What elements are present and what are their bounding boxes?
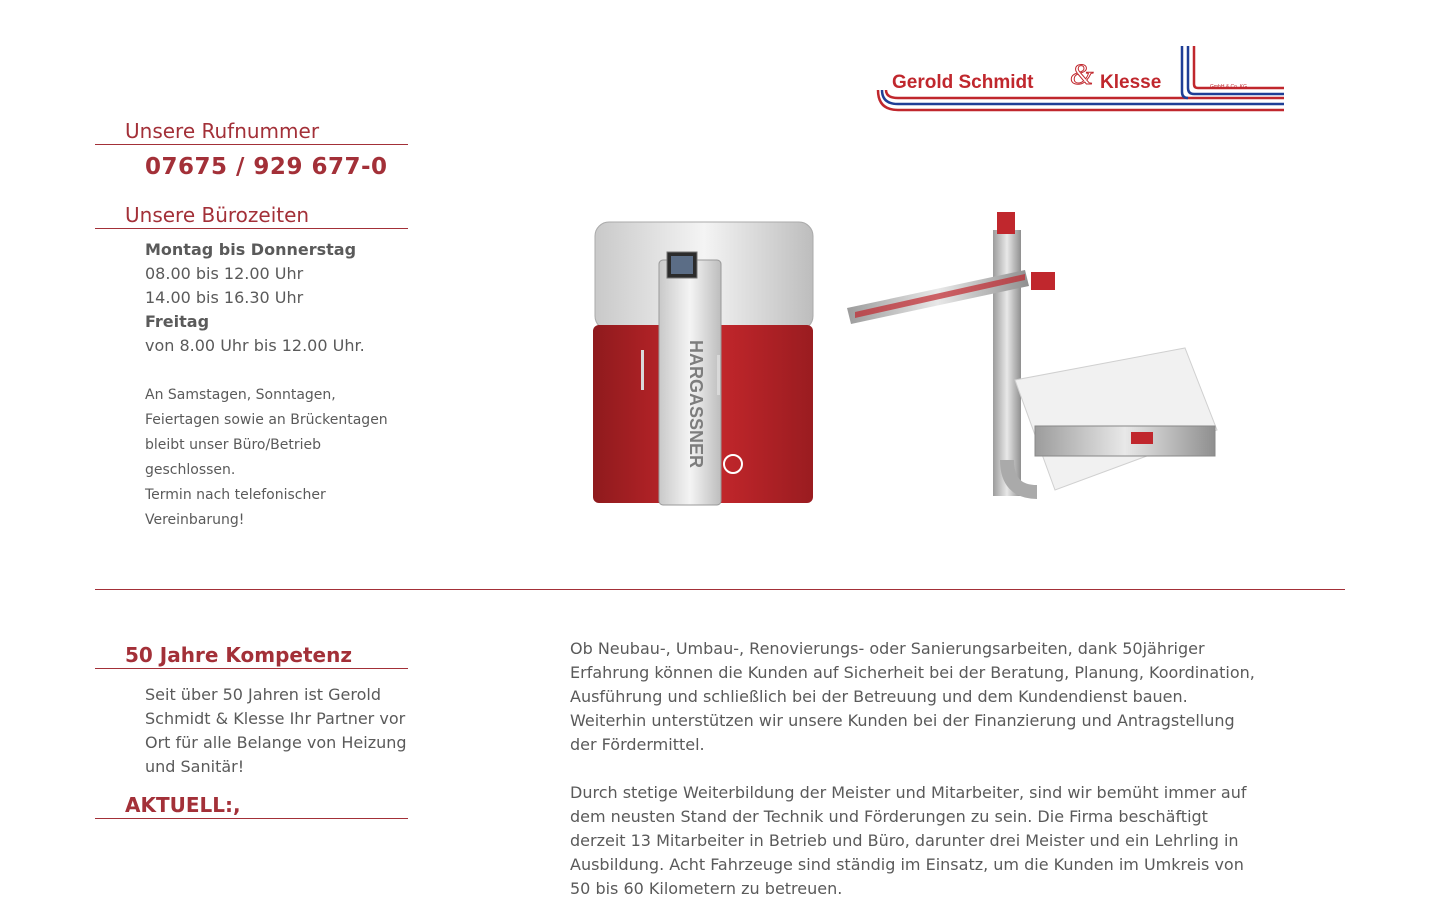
boiler-unit (593, 222, 813, 505)
company-logo[interactable] (872, 40, 1288, 116)
competence-heading: 50 Jahre Kompetenz (95, 642, 408, 669)
friday-label: Freitag (145, 312, 210, 331)
logo-name-left: Gerold Schmidt (892, 72, 1034, 93)
logo-name-right: Klesse (1100, 72, 1162, 93)
pellet-conveyor (847, 212, 1217, 496)
logo-ampersand: & (1070, 58, 1094, 91)
closed-note-line: geschlossen. (145, 462, 236, 478)
weekdays-label: Montag bis Donnerstag (145, 240, 357, 259)
pellet-boiler-illustration (585, 200, 1225, 510)
closed-note-line: Vereinbarung! (145, 512, 245, 528)
logo-legal: GmbH & Co. KG (1210, 84, 1247, 90)
competence-text: Seit über 50 Jahren ist Gerold Schmidt & Klesse Ihr Partner vor Ort für alle Belange von Heizung und Sanitär! (145, 685, 407, 776)
section-divider (95, 589, 1345, 590)
weekdays-afternoon: 14.00 bis 16.30 Uhr (145, 288, 304, 307)
product-image (585, 200, 1225, 510)
weekdays-morning: 08.00 bis 12.00 Uhr (145, 264, 304, 283)
closed-note-line: An Samstagen, Sonntagen, (145, 387, 336, 403)
closed-note-line: Feiertagen sowie an Brückentagen (145, 412, 388, 428)
closed-note-line: bleibt unser Büro/Betrieb (145, 437, 322, 453)
friday-time: von 8.00 Uhr bis 12.00 Uhr. (145, 336, 365, 355)
main-content (570, 637, 1260, 900)
closed-note (145, 383, 395, 533)
main-paragraph: Durch stetige Weiterbildung der Meister und Mitarbeiter, sind wir bemüht immer auf dem neusten Stand der Technik und Förderungen zu sein. Die Firma beschäftigt derzeit 13 Mitarbeiter in Betrieb und Büro, darunter drei Meister und ein Lehrling in Ausbildung. Acht Fahrzeuge sind ständig im Einsatz, um die Kunden im Umkreis von 50 bis 60 Kilometern zu betreuen. (570, 783, 1247, 898)
office-hours-heading: Unsere Bürozeiten (95, 202, 408, 229)
office-hours (145, 238, 405, 358)
news-heading: AKTUELL:, (95, 792, 408, 819)
closed-note-line: Termin nach telefonischer (145, 487, 326, 503)
phone-number[interactable]: 07675 / 929 677-0 (145, 154, 388, 180)
main-paragraph: Ob Neubau-, Umbau-, Renovierungs- oder Sanierungsarbeiten, dank 50jähriger Erfahrung können die Kunden auf Sicherheit bei der Beratung, Planung, Koordination, Ausführung und schließlich bei der Betreuung und dem Kundendienst bauen. Weiterhin unterstützen wir unsere Kunden bei der Finanzierung und Antragstellung der Fördermittel. (570, 639, 1255, 754)
company-logo-graphic (872, 40, 1288, 116)
phone-heading: Unsere Rufnummer (95, 118, 408, 145)
boiler-brand: HARGASSNER (686, 340, 706, 469)
